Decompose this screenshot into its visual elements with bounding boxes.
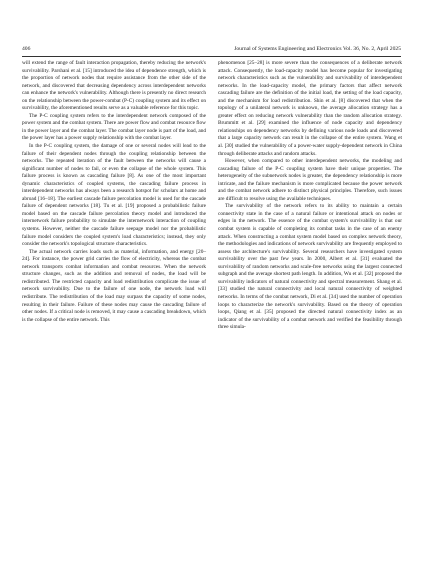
paragraph: phenomenon [25–28] is more severe than the consequences of a deliberate network attack. Consequently, the load-capacity model has become popular for investigating network characteristics such as the vulnerability and survivability of interdependent networks. In the load-capacity model, the primary factors that affect network cascading failure are the definition of the initial load, the setting of the load capacity, and the mechanism for load redistribution. Shin et al. [8] discovered that when the topology of a unilateral network is unknown, the average allocation strategy has a greater effect on reducing network vulnerability than the random allocation strategy. Brummitt et al. [29] examined the influence of node capacity and dependency relationships on dependency networks by defining various node loads and discovered that a large capacity network can result in the collapse of the entire system. Wang et al. [30] studied the vulnerability of a power-water supply-dependent network in China through deliberate attacks and random attacks. xyxy=(218,60,402,157)
paragraph: The survivability of the network refers to its ability to maintain a certain connectivity state in the case of a natural failure or intentional attack on nodes or edges in the network. The essence of the combat system's survivability is that our combat system is capable of completing its combat tasks in the case of an enemy attack. When constructing a combat system model based on complex network theory, the methodologies and indications of network survivability are frequently employed to assess the architecture's survivability. Several researchers have investigated system survivability over the past few years. In 2000, Albert et al. [31] evaluated the survivability of random networks and scale-free networks using the largest connected subgraph and the average shortest path length. In addition, Wu et al. [32] proposed the survivability indicators of natural connectivity and spectral measurement. Shang et al. [33] studied the natural connectivity and local natural connectivity of weighted networks. In terms of the combat network, Di et al. [34] used the number of operation loops to characterize the network's survivability. Based on the theory of operation loops, Qiang et al. [35] proposed the directed natural connectivity index as an indicator of the survivability of a combat network and verified the feasibility through three simula- xyxy=(218,203,402,331)
paragraph: However, when compared to other interdependent networks, the modeling and cascading failure of the P-C coupling system have their unique properties. The heterogeneity of the subnetwork nodes is greater, the dependency relationship is more intricate, and the failure mechanism is more complicated because the power network and the combat network adhere to distinct physical principles. Therefore, such issues are difficult to resolve using the available techniques. xyxy=(218,158,402,202)
running-header xyxy=(22,44,401,54)
paragraph: The actual network carries loads such as material, information, and energy [20–24]. For instance, the power grid carries the flow of electricity, whereas the combat network transports combat information and combat resources. When the network structure changes, such as the addition and removal of nodes, the load will be redistributed. The restricted capacity and load redistribution complicate the issue of network survivability. Due to the failure of one node, the network load will redistribute. The redistribution of the load may surpass the capacity of some nodes, resulting in their failure. Failure of these nodes may cause the cascading failure of other nodes. If a critical node is removed, it may cause a cascading breakdown, which is the collapse of the entire network. This xyxy=(22,248,206,323)
header-rule xyxy=(22,56,401,57)
paragraph: The P-C coupling system refers to the interdependent network composed of the power system and the combat system. There are power flow and combat resource flow in the power layer and the combat layer. The combat layer node is part of the load, and the power layer has a power supply relationship with the combat layer. xyxy=(22,112,206,142)
journal-title: Journal of Systems Engineering and Electronics Vol. 36, No. 2, April 2025 xyxy=(234,46,401,52)
left-column xyxy=(22,60,206,324)
paragraph: will extend the range of fault interaction propagation, thereby reducing the network's survivability. Parshani et al. [15] introduced the idea of dependence strength, which is the proportion of network nodes that require assistance from the other side of the network, and discovered that decreasing dependency across interdependent networks can enhance the network's vulnerability. Although there is presently no direct research on the relationship between the power-combat (P-C) coupling system and its effect on survivability, the aforementioned results serve as a valuable reference for this topic. xyxy=(22,60,206,112)
paragraph: In the P-C coupling system, the damage of one or several nodes will lead to the failure of their dependent nodes through the coupling relationship between the networks. The repeated iteration of the fault between the networks will cause a significant number of nodes to fail, or even the collapse of the whole system. This failure process is known as cascading failure [8]. As one of the most important dynamic characteristics of coupled systems, the cascading failure process in interdependent networks has always been a research hotspot for scholars at home and abroad [16–18]. The earliest cascade failure percolation model is used for the cascade failure of dependent networks [18]. Tu et al. [19] proposed a probabilistic failure model based on the cascade failure percolation theory model and introduced the internetwork failure probability to simulate the internetwork interaction of coupling systems. However, neither the cascade failure seepage model nor the probabilistic failure model considers the coupled system's load characteristics; instead, they only consider the network's topological structure characteristics. xyxy=(22,143,206,248)
right-column xyxy=(218,60,402,332)
page-number: 406 xyxy=(22,46,31,52)
